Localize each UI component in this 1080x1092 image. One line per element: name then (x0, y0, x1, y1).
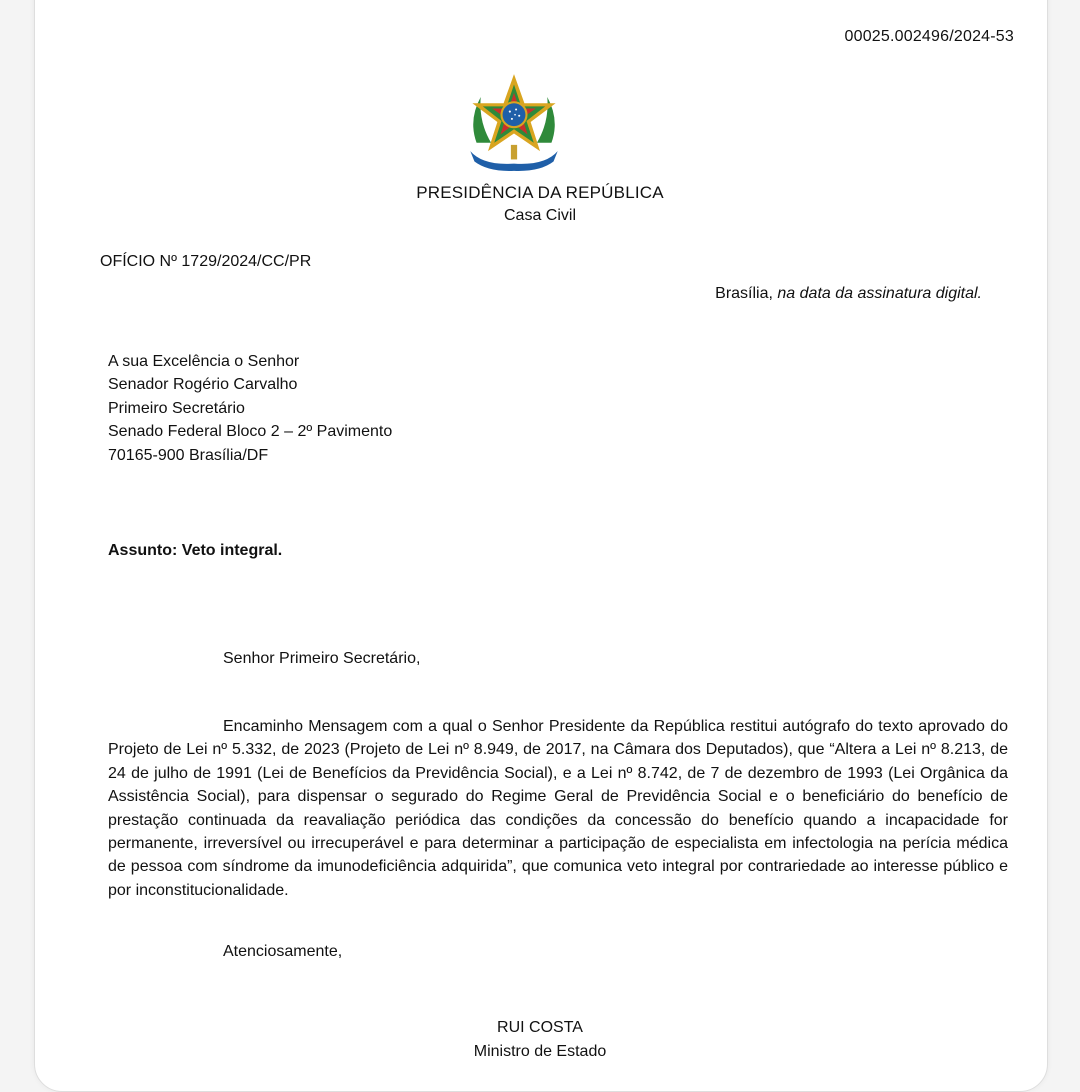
address-line: 70165-900 Brasília/DF (108, 446, 269, 464)
address-line: Primeiro Secretário (108, 399, 245, 417)
recipient-address (108, 350, 392, 467)
body-paragraph: Encaminho Mensagem com a qual o Senhor Presidente da República restitui autógrafo do texto aprovado do Projeto de Lei nº 5.332, de 2023 (Projeto de Lei nº 8.949, de 2017, na Câmara dos Deputados), que “Altera a Lei nº 8.213, de 24 de julho de 1991 (Lei de Benefícios da Previdência Social), e a Lei nº 8.742, de 7 de dezembro de 1993 (Lei Orgânica da Assistência Social), para dispensar o segurado do Regime Geral de Previdência Social e o beneficiário do benefício de prestação continuada da reavaliação periódica das condições da concessão do benefício quando a incapacidade for permanente, irreversível ou irrecuperável e para determinar a participação de especialista em infectologia na perícia médica de pessoa com síndrome da imunodeficiência adquirida”, que comunica veto integral por contrariedade ao interesse público e por inconstitucionalidade. (108, 718, 1008, 899)
address-line: Senador Rogério Carvalho (108, 376, 298, 394)
header-presidencia: PRESIDÊNCIA DA REPÚBLICA (416, 183, 664, 202)
subject: Assunto: Veto integral. (108, 542, 283, 559)
date-text: na data da assinatura digital. (777, 285, 982, 302)
address-line: Senado Federal Bloco 2 – 2º Pavimento (108, 423, 393, 441)
coat-of-arms-of-brazil-icon (462, 70, 566, 174)
oficio-number: OFÍCIO Nº 1729/2024/CC/PR (100, 253, 312, 270)
signer-role: Ministro de Estado (473, 1043, 607, 1060)
document-number: 00025.002496/2024-53 (844, 28, 1014, 45)
header-casa-civil: Casa Civil (503, 207, 576, 224)
place: Brasília, (715, 285, 773, 302)
closing: Atenciosamente, (223, 943, 343, 960)
address-line: A sua Excelência o Senhor (108, 353, 300, 370)
place-date (715, 285, 982, 303)
signer-name: RUI COSTA (497, 1019, 583, 1036)
salutation: Senhor Primeiro Secretário, (223, 650, 421, 667)
